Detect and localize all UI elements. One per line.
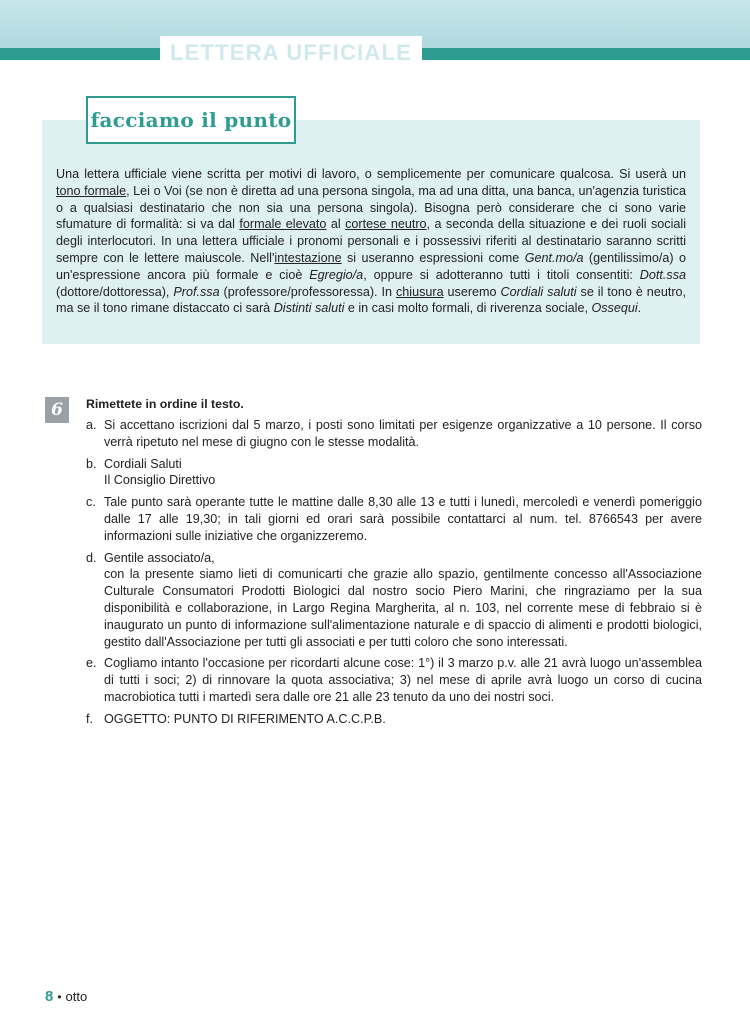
page-number-word: otto [65,989,88,1004]
item-text [104,456,702,490]
summary-heading: facciamo il punto [90,108,292,132]
exercise-item [86,417,702,451]
text-segment: Una lettera ufficiale viene scritta per motivi di lavoro, o semplicemente per comunicare qualcosa. Si userà un [56,167,686,181]
summary-heading-box [86,96,296,144]
text-segment: se il tono è neutro, ma se il tono rimane distaccato ci sarà [56,284,687,316]
exercise-items-list [86,417,702,733]
item-text [104,494,702,544]
item-text [104,655,702,705]
item-letter: b. [86,456,97,471]
item-text [104,711,702,728]
exercise-item [86,711,702,728]
exercise-item [86,494,702,544]
item-line: Cogliamo intanto l'occasione per ricordarti alcune cose: 1°) il 3 marzo p.v. alle 21 avrà luogo un'assemblea di tutti i soci; 2) di rinnovare la quota associativa; 3) nel mese di aprile avrà luogo un corso di cucina macrobiotica tutti i martedì sera dalle ore 21 alle 23 tenuto da uno dei nostri soci. [104,656,702,704]
page-footer [45,988,87,1005]
item-line: Tale punto sarà operante tutte le mattine dalle 8,30 alle 13 e tutti i lunedì, mercoledì e venerdì pomeriggio dalle 17 alle 19,30; in tali giorni ed orari sarà possibile contattarci al num. tel. 8766543 per avere informazioni sulle iniziative che organizzeremo. [104,495,702,543]
text-segment: al [326,217,346,232]
text-segment: , Lei o Voi (se non è diretta ad una persona singola, ma ad una ditta, una banca, un'agenzia turistica o a qualsiasi destinatario che non sia una persona singola). Bisogna però considerare che ci sono varie sfumature di formalità: si va dal [56,183,686,232]
item-line: Cordiali Saluti [104,456,182,471]
underlined-term: intestazione [274,250,342,265]
text-segment: (gentilissimo/a) o un'espressione ancora più formale e cioè [56,250,686,282]
text-segment: si useranno espressioni come [341,250,525,265]
item-line: Gentile associato/a, [104,550,215,565]
text-segment: . [637,301,642,316]
summary-paragraph [56,166,686,317]
italic-term: Distinti saluti [273,301,345,316]
item-letter: c. [86,495,96,510]
page-number: 8 [45,988,54,1005]
text-segment: (dottore/dottoressa), [56,284,174,299]
exercise-item [86,456,702,490]
italic-term: Cordiali saluti [500,284,577,299]
italic-term: Prof.ssa [173,284,220,299]
text-segment: e in casi molto formali, di riverenza sociale, [344,301,592,316]
item-text [104,417,702,451]
exercise-item [86,655,702,705]
item-line: OGGETTO: PUNTO DI RIFERIMENTO A.C.C.P.B. [104,711,386,726]
italic-term: Gent.mo/a [524,250,584,265]
item-text [104,550,702,651]
underlined-term: tono formale [56,183,127,198]
italic-term: Dott.ssa [639,267,686,282]
text-segment: useremo [443,284,501,299]
item-letter: d. [86,550,97,565]
section-title: LETTERA UFFICIALE [160,36,422,64]
footer-bullet: • [57,989,62,1004]
item-letter: f. [86,711,93,726]
exercise-number-badge: 6 [45,397,69,423]
item-line: Si accettano iscrizioni dal 5 marzo, i posti sono limitati per esigenze organizzative a 10 persone. Il corso verrà ripetuto nel mese di giugno con le stesse modalità. [104,418,702,449]
text-segment: (professore/professoressa). In [219,284,396,299]
italic-term: Ossequi [591,301,638,316]
underlined-term: chiusura [395,284,444,299]
item-line: Il Consiglio Direttivo [104,473,216,488]
italic-term: Egregio/a [309,267,364,282]
item-letter: a. [86,418,97,432]
text-segment: , oppure si adotteranno tutti i titoli consentiti: [363,267,640,282]
underlined-term: formale elevato [239,217,327,232]
item-letter: e. [86,656,97,671]
exercise-instruction: Rimettete in ordine il testo. [86,397,244,411]
text-segment: , a seconda della situazione e dei ruoli sociali degli interlocutori. In una lettera ufficiale i pronomi personali e i possessivi riferiti al destinatario saranno scritti sempre con le lettere maiuscole. Nell' [56,217,686,265]
item-line: con la presente siamo lieti di comunicarti che grazie allo spazio, gentilmente concesso all'Associazione Culturale Consumatori Prodotti Biologici dal nostro socio Piero Marini, che ringraziamo per la sua disponibilità e collaborazione, in Largo Regina Margherita, al n. 103, nel corrente mese di febbraio si è inaugurato un punto di informazione sull'alimentazione naturale e di spaccio di alimenti e prodotti biologici, gestito dall'Associazione per tutti gli associati e per tutti coloro che sono interessati. [104,567,702,649]
exercise-item [86,550,702,651]
underlined-term: cortese neutro [345,217,427,232]
